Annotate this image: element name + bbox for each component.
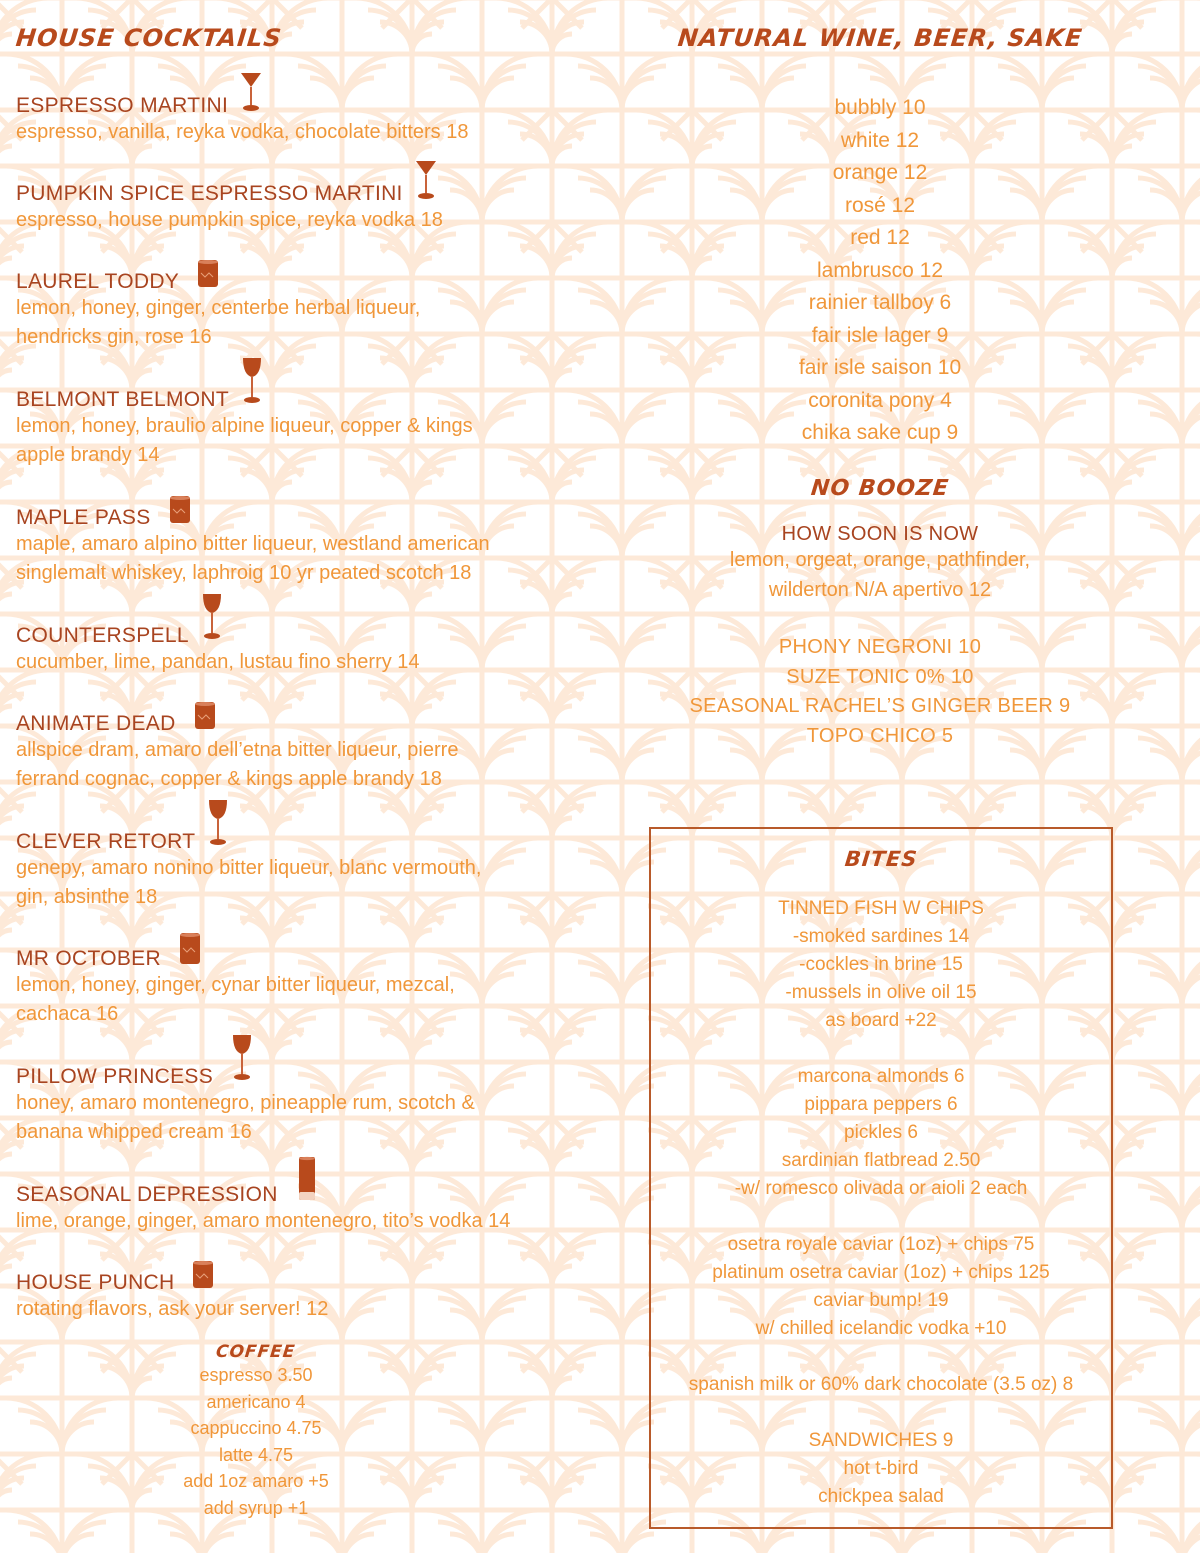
cocktail-name: MAPLE PASS: [16, 506, 151, 529]
drink-item: rainier tallboy 6: [808, 291, 952, 314]
rocks-glass-icon: [194, 701, 216, 736]
coffee-item: latte 4.75: [218, 1444, 294, 1465]
bites-group-tinned-fish: [651, 895, 1111, 1035]
coffee-title: COFFEE: [215, 1342, 297, 1362]
drink-item: orange 12: [832, 161, 928, 184]
cocktail-description: lemon, honey, ginger, cynar bitter liqueur, mezcal,: [16, 974, 455, 996]
no-booze-section: [640, 476, 1120, 751]
bites-title: BITES: [843, 847, 919, 871]
drink-item: coronita pony 4: [808, 388, 952, 412]
rocks-glass-icon: [169, 495, 191, 530]
cocktail-item: [16, 88, 616, 147]
cocktail-name: SEASONAL DEPRESSION: [16, 1183, 278, 1206]
featured-mocktail-description: wilderton N/A apertivo 12: [768, 578, 992, 601]
cocktail-item: [16, 382, 616, 470]
bites-item: pickles 6: [844, 1122, 918, 1143]
cocktail-description: espresso, vanilla, reyka vodka, chocolate bitters 18: [16, 121, 469, 143]
cocktail-description: gin, absinthe 18: [16, 886, 158, 908]
highball-glass-icon: [298, 1156, 316, 1207]
cocktail-item: [16, 500, 616, 588]
cocktail-name: BELMONT BELMONT: [16, 388, 229, 411]
no-booze-item: SUZE TONIC 0% 10: [786, 665, 974, 688]
cocktail-description: espresso, house pumpkin spice, reyka vodka 18: [16, 209, 443, 231]
cocktail-item: [16, 706, 616, 794]
no-booze-item: TOPO CHICO 5: [806, 724, 954, 747]
wine-beer-sake-list: [680, 92, 1080, 450]
cocktail-description: banana whipped cream 16: [16, 1121, 252, 1143]
drink-item: fair isle lager 9: [811, 323, 949, 347]
no-booze-item: PHONY NEGRONI 10: [778, 636, 982, 658]
cocktail-item: [16, 264, 616, 352]
bites-item: sardinian flatbread 2.50: [781, 1150, 981, 1171]
cocktail-name: HOUSE PUNCH: [16, 1271, 175, 1294]
bites-item: as board +22: [825, 1010, 937, 1031]
cocktail-name: LAUREL TODDY: [16, 270, 180, 293]
bites-item: spanish milk or 60% dark chocolate (3.5 oz) 8: [688, 1374, 1074, 1395]
cocktail-description: honey, amaro montenegro, pineapple rum, scotch &: [16, 1092, 475, 1114]
coffee-item: espresso 3.50: [199, 1365, 313, 1385]
cocktail-description: singlemalt whiskey, laphroig 10 yr peated scotch 18: [16, 562, 472, 584]
cocktail-description: lime, orange, ginger, amaro montenegro, tito’s vodka 14: [16, 1210, 511, 1232]
cocktail-description: genepy, amaro nonino bitter liqueur, blanc vermouth,: [16, 857, 482, 879]
featured-mocktail-name: HOW SOON IS NOW: [781, 523, 979, 545]
rocks-glass-icon: [192, 1260, 214, 1295]
bites-group-sandwiches: [651, 1427, 1111, 1511]
drink-item: chika sake cup 9: [801, 421, 959, 444]
coffee-item: add syrup +1: [203, 1497, 309, 1518]
bites-item: platinum osetra caviar (1oz) + chips 125: [712, 1262, 1050, 1283]
drink-item: fair isle saison 10: [798, 356, 962, 379]
cocktail-name: ANIMATE DEAD: [16, 712, 176, 735]
nick-and-nora-glass-icon: [207, 799, 229, 852]
cocktail-description: lemon, honey, ginger, centerbe herbal liqueur,: [16, 297, 421, 319]
no-booze-title: NO BOOZE: [809, 476, 951, 501]
coffee-item: add 1oz amaro +5: [183, 1471, 329, 1491]
bites-group-snacks: [651, 1063, 1111, 1203]
rocks-glass-icon: [197, 259, 219, 294]
bites-group-caviar: [651, 1231, 1111, 1343]
cocktail-description: cachaca 16: [16, 1003, 119, 1025]
cocktail-description: hendricks gin, rose 16: [16, 326, 212, 348]
bites-item: -w/ romesco olivada or aioli 2 each: [734, 1178, 1028, 1199]
cocktail-item: [16, 618, 616, 677]
bites-item: TINNED FISH W CHIPS: [778, 898, 984, 919]
cocktail-description: apple brandy 14: [16, 444, 160, 466]
bites-item: caviar bump! 19: [813, 1290, 949, 1311]
martini-glass-icon: [240, 71, 262, 118]
cocktail-name: ESPRESSO MARTINI: [16, 94, 229, 117]
cocktail-item: [16, 176, 616, 235]
no-booze-item: SEASONAL RACHEL’S GINGER BEER 9: [689, 695, 1071, 717]
rocks-glass-icon: [179, 932, 201, 971]
coffee-item: americano 4: [206, 1391, 306, 1412]
nick-and-nora-glass-icon: [201, 593, 223, 646]
bites-item: -smoked sardines 14: [792, 926, 970, 947]
drink-item: rosé 12: [844, 193, 916, 217]
cocktail-name: MR OCTOBER: [16, 947, 161, 970]
wine-beer-sake-title: NATURAL WINE, BEER, SAKE: [676, 24, 1084, 52]
drink-item: white 12: [840, 128, 920, 152]
bites-item: pippara peppers 6: [804, 1094, 958, 1115]
cocktail-name: PUMPKIN SPICE ESPRESSO MARTINI: [16, 182, 403, 205]
cocktail-description: ferrand cognac, copper & kings apple brandy 18: [16, 768, 442, 790]
martini-glass-icon: [415, 159, 437, 206]
wine-beer-sake-section: [640, 24, 1120, 52]
bites-item: chickpea salad: [818, 1486, 944, 1507]
nick-and-nora-glass-icon: [231, 1034, 253, 1087]
coffee-item: cappuccino 4.75: [190, 1418, 322, 1438]
bites-item: marcona almonds 6: [797, 1066, 965, 1087]
cocktail-item: [16, 1265, 616, 1324]
featured-mocktail-description: lemon, orgeat, orange, pathfinder,: [729, 549, 1031, 571]
bites-item: hot t-bird: [843, 1458, 919, 1479]
cocktail-item: [16, 824, 616, 912]
bites-item: SANDWICHES 9: [808, 1430, 954, 1451]
cocktail-description: maple, amaro alpino bitter liqueur, westland american: [16, 533, 490, 555]
drink-item: bubbly 10: [834, 96, 926, 119]
cocktail-name: CLEVER RETORT: [16, 830, 196, 853]
cocktail-name: PILLOW PRINCESS: [16, 1065, 214, 1088]
cocktail-description: rotating flavors, ask your server! 12: [16, 1298, 329, 1320]
cocktail-description: allspice dram, amaro dell’etna bitter liqueur, pierre: [16, 739, 459, 761]
cocktail-item: [16, 1177, 616, 1236]
bites-item: osetra royale caviar (1oz) + chips 75: [727, 1234, 1035, 1255]
bites-item: -cockles in brine 15: [799, 954, 963, 975]
coffee-section: [96, 1342, 416, 1521]
cocktail-name: COUNTERSPELL: [16, 624, 189, 647]
cocktail-description: lemon, honey, braulio alpine liqueur, copper & kings: [16, 415, 473, 437]
cocktail-item: [16, 941, 616, 1029]
bites-item: w/ chilled icelandic vodka +10: [755, 1318, 1007, 1339]
bites-group-chocolate: [651, 1371, 1111, 1399]
house-cocktails-title: HOUSE COCKTAILS: [14, 24, 284, 52]
drink-item: lambrusco 12: [816, 258, 944, 282]
nick-and-nora-glass-icon: [241, 357, 263, 410]
bites-section: [649, 827, 1113, 1529]
drink-item: red 12: [850, 226, 910, 249]
house-cocktails-section: [16, 24, 616, 52]
cocktail-item: [16, 1059, 616, 1147]
cocktail-description: cucumber, lime, pandan, lustau fino sherry 14: [16, 651, 420, 673]
bites-item: -mussels in olive oil 15: [785, 982, 977, 1003]
